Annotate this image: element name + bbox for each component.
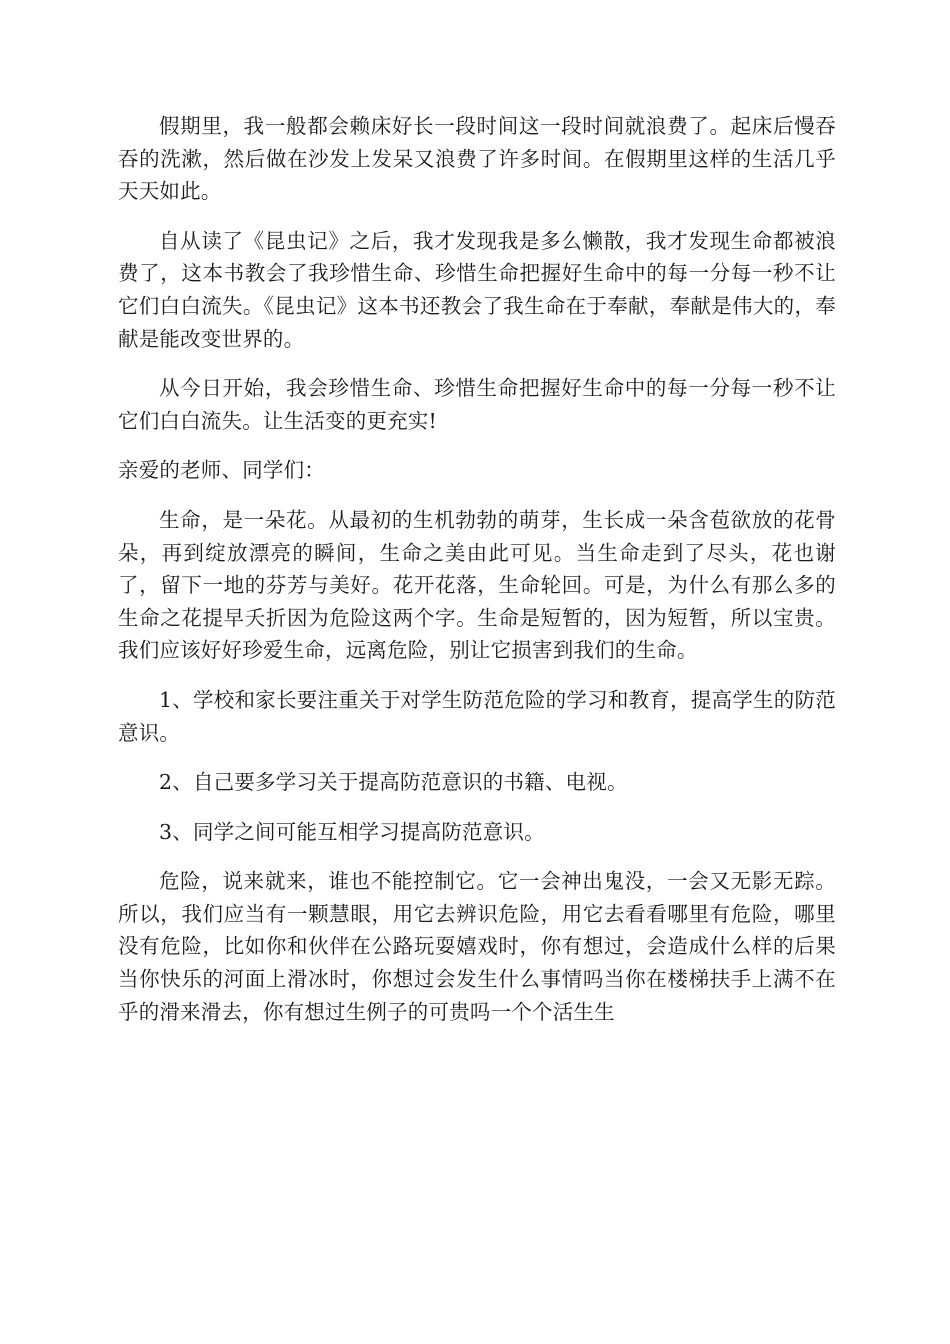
paragraph-4: 生命，是一朵花。从最初的生机勃勃的萌芽，生长成一朵含苞欲放的花骨朵，再到绽放漂亮的瞬间，生命之美由此可见。当生命走到了尽头，花也谢了，留下一地的芬芳与美好。花开花落，生命轮回。可是，为什么有那么多的生命之花提早夭折因为危险这两个字。生命是短暂的，因为短暂，所以宝贵。我们应该好好珍爱生命，远离危险，别让它损害到我们的生命。: [118, 507, 836, 663]
paragraph-1: 假期里，我一般都会赖床好长一段时间这一段时间就浪费了。起床后慢吞吞的洗漱，然后做在沙发上发呆又浪费了许多时间。在假期里这样的生活几乎天天如此。: [118, 114, 836, 204]
document-page: [118, 110, 836, 1045]
list-item-3: 3、同学之间可能互相学习提高防范意识。: [159, 819, 545, 844]
list-item-2: 2、自己要多学习关于提高防范意识的书籍、电视。: [159, 770, 628, 795]
paragraph-2: 自从读了《昆虫记》之后，我才发现我是多么懒散，我才发现生命都被浪费了，这本书教会了我珍惜生命、珍惜生命把握好生命中的每一分每一秒不让它们白白流失。《昆虫记》这本书还教会了我生命在于奉献，奉献是伟大的，奉献是能改变世界的。: [118, 228, 836, 351]
paragraph-5: 危险，说来就来，谁也不能控制它。它一会神出鬼没，一会又无影无踪。所以，我们应当有一颗慧眼，用它去辨识危险，用它去看看哪里有危险，哪里没有危险，比如你和伙伴在公路玩耍嬉戏时，你有想过，会造成什么样的后果当你快乐的河面上滑冰时，你想过会发生什么事情吗当你在楼梯扶手上满不在乎的滑来滑去，你有想过生例子的可贵吗一个个活生生: [118, 869, 836, 1024]
salutation: 亲爱的老师、同学们：: [118, 458, 325, 483]
list-item-1: 1、学校和家长要注重关于对学生防范危险的学习和教育，提高学生的防范意识。: [118, 687, 836, 745]
paragraph-3: 从今日开始，我会珍惜生命、珍惜生命把握好生命中的每一分每一秒不让它们白白流失。让生活变的更充实!: [118, 376, 836, 433]
